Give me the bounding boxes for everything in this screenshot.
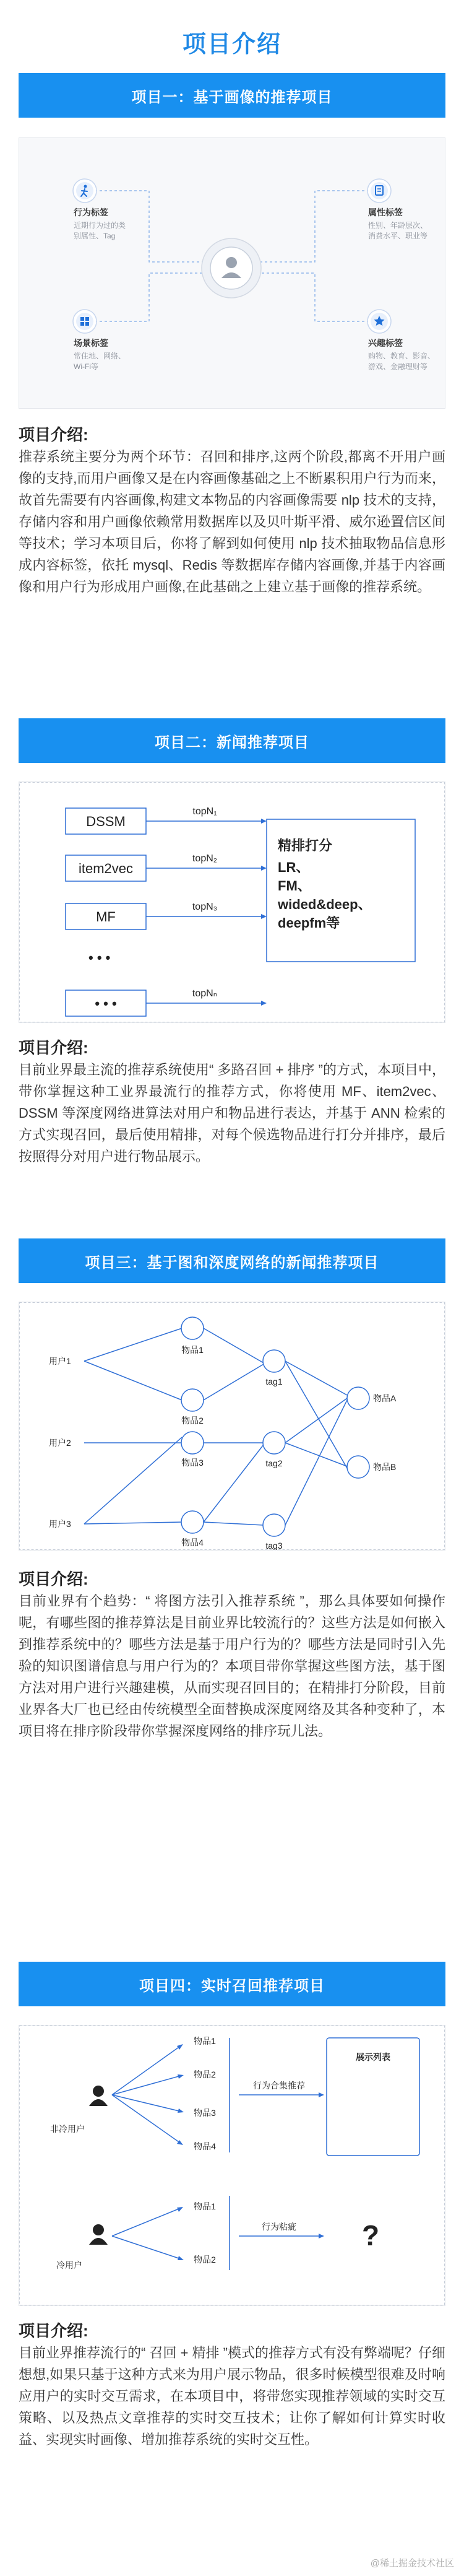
project-4-banner: 项目四：实时召回推荐项目: [19, 1962, 445, 2006]
tag-label: 兴趣标签: [368, 338, 403, 348]
walk-icon: [73, 179, 97, 202]
svg-text:topN₃: topN₃: [192, 902, 218, 912]
target-node: 物品B: [373, 1462, 397, 1472]
svg-text:消费水平、职业等: 消费水平、职业等: [368, 232, 428, 240]
svg-text:购物、教育、影音、: 购物、教育、影音、: [368, 352, 436, 360]
project-3-diagram: [19, 1302, 445, 1551]
svg-text:wided&deep、: wided&deep、: [278, 897, 372, 912]
item-node: 物品2: [181, 1416, 204, 1425]
item-node: 物品2: [194, 2069, 216, 2079]
item-node: 物品4: [181, 1538, 204, 1547]
project-1-intro-text: 推荐系统主要分为两个环节：召回和排序,这两个阶段,都离不开用户画像的支持,而用户画像又是在内容画像基础之上不断累积用户行为而来，故首先需要有内容画像,构建文本物品的内容画像需要 nlp 技术的支持，存储内容和用户画像依赖常用数据库以及贝叶斯平滑、威尔逊置信区间等技术；学习本项目后，你将了解到如何使用 nlp 技术抽取物品信息形成内容标签，依托 mysql、Redis 等数据库存储内容画像,并基于内容画像和用户行为形成用户画像,在此基础之上建立基于画像的推荐系统。: [19, 449, 445, 594]
item-node: 物品2: [194, 2255, 216, 2265]
tag-label: 场景标签: [74, 338, 108, 348]
user-node: 用户1: [49, 1356, 71, 1366]
svg-text:LR、: LR、: [278, 859, 310, 875]
recall-dssm: DSSM: [86, 814, 126, 829]
tag-label: 行为标签: [74, 207, 108, 217]
svg-text:性别、年龄层次、: 性别、年龄层次、: [368, 221, 428, 230]
tag-label: 属性标签: [368, 207, 403, 217]
project-4-intro-heading: 项目介绍:: [19, 2321, 88, 2340]
svg-text:FM、: FM、: [278, 878, 311, 894]
project-1-banner: 项目一：基于画像的推荐项目: [19, 73, 445, 118]
grid-icon: [73, 310, 97, 333]
user-node: 用户3: [49, 1519, 71, 1529]
project-4-intro-text: 目前业界推荐流行的“ 召回 + 精排 ”模式的推荐方式有没有弊端呢？仔细想想,如果只基于这种方式来为用户展示物品，很多时候模型很难及时响应用户的实时交互需求，在本项目中，将带您实现推荐领域的实时交互策略、以及热点文章推荐的实时交互技术；让你了解如何计算实时收益、实现实时画像、增加推荐系统的实时交互性。: [19, 2345, 445, 2447]
star-icon: [367, 310, 391, 333]
item-node: 物品1: [194, 2036, 216, 2046]
rank-title: 精排打分: [278, 838, 333, 853]
warm-action-label: 行为合集推荐: [253, 2081, 305, 2091]
item-node: 物品1: [194, 2201, 216, 2211]
result-list-label: 展示列表: [356, 2052, 390, 2062]
project-2-intro-text: 目前业界最主流的推荐系统使用“ 多路召回 + 排序 ”的方式，本项目中，带你掌握这种工业界最流行的推荐方式，你将使用 MF、item2vec、DSSM 等深度网络进算法对用户和物品进行表达，并基于 ANN 检索的方式实现召回，最后使用精排，对每个候选物品进行打分并排序，最后按照得分对用户进行物品展示。: [19, 1062, 445, 1164]
project-1-diagram: [19, 137, 445, 409]
cold-user-label: 冷用户: [56, 2260, 82, 2270]
warm-user-label: 非冷用户: [50, 2124, 85, 2134]
project-2-intro-heading: 项目介绍:: [19, 1038, 88, 1057]
svg-text:别属性、Tag: 别属性、Tag: [74, 232, 116, 240]
item-node: 物品3: [181, 1458, 204, 1468]
recall-item2vec: item2vec: [78, 861, 134, 876]
tag-node: tag1: [265, 1377, 283, 1386]
svg-text:游戏、金融理财等: 游戏、金融理财等: [368, 362, 428, 371]
project-3-intro-heading: 项目介绍:: [19, 1570, 88, 1588]
svg-text:topN₁: topN₁: [192, 806, 217, 817]
project-2-banner: 项目二：新闻推荐项目: [19, 718, 445, 763]
project-3-intro-text: 目前业界有个趋势：“ 将图方法引入推荐系统 ”，那么具体要如何操作呢，有哪些图的推荐算法是目前业界比较流行的？这些方法是如何嵌入到推荐系统中的？哪些方法是基于用户行为的？哪些方法是同时引入先验的知识图谱信息与用户行为的？本项目带你掌握这些图方法，基于图方法对用户进行兴趣建模，从而实现召回目的；在精排打分阶段，目前业界各大厂也已经由传统模型全面替换成深度网络及其各种变种了，本项目将在排序阶段带你掌握深度网络的排序玩儿法。: [19, 1593, 445, 1739]
unknown-result: ?: [361, 2219, 380, 2252]
user-node: 用户2: [49, 1438, 71, 1448]
item-node: 物品4: [194, 2141, 216, 2151]
project-3-banner: 项目三：基于图和深度网络的新闻推荐项目: [19, 1238, 445, 1283]
svg-text:Wi-Fi等: Wi-Fi等: [74, 362, 98, 371]
item-node: 物品1: [181, 1345, 204, 1355]
project-2-diagram: [19, 781, 445, 1023]
project-4-diagram: [19, 2025, 445, 2306]
tag-node: tag2: [265, 1458, 283, 1468]
svg-text:常住地、网络、: 常住地、网络、: [74, 352, 126, 360]
cold-action-label: 行为粘疵: [262, 2222, 296, 2232]
watermark: @稀土掘金技术社区: [370, 2558, 454, 2569]
svg-text:deepfm等: deepfm等: [278, 915, 340, 931]
item-node: 物品3: [194, 2108, 216, 2118]
user-avatar-icon: [202, 238, 261, 298]
recall-ellipsis: • • •: [88, 950, 111, 965]
svg-text:topN₂: topN₂: [192, 853, 218, 864]
document-icon: [367, 179, 391, 202]
page-title: 项目介绍: [182, 32, 281, 58]
svg-text:近期行为过的类: 近期行为过的类: [74, 221, 126, 230]
recall-ellipsis: • • •: [95, 996, 117, 1011]
recall-mf: MF: [96, 909, 116, 925]
project-1-intro-heading: 项目介绍:: [19, 425, 88, 444]
svg-text:topNₙ: topNₙ: [192, 988, 218, 999]
tag-node: tag3: [265, 1541, 283, 1550]
target-node: 物品A: [373, 1393, 397, 1403]
